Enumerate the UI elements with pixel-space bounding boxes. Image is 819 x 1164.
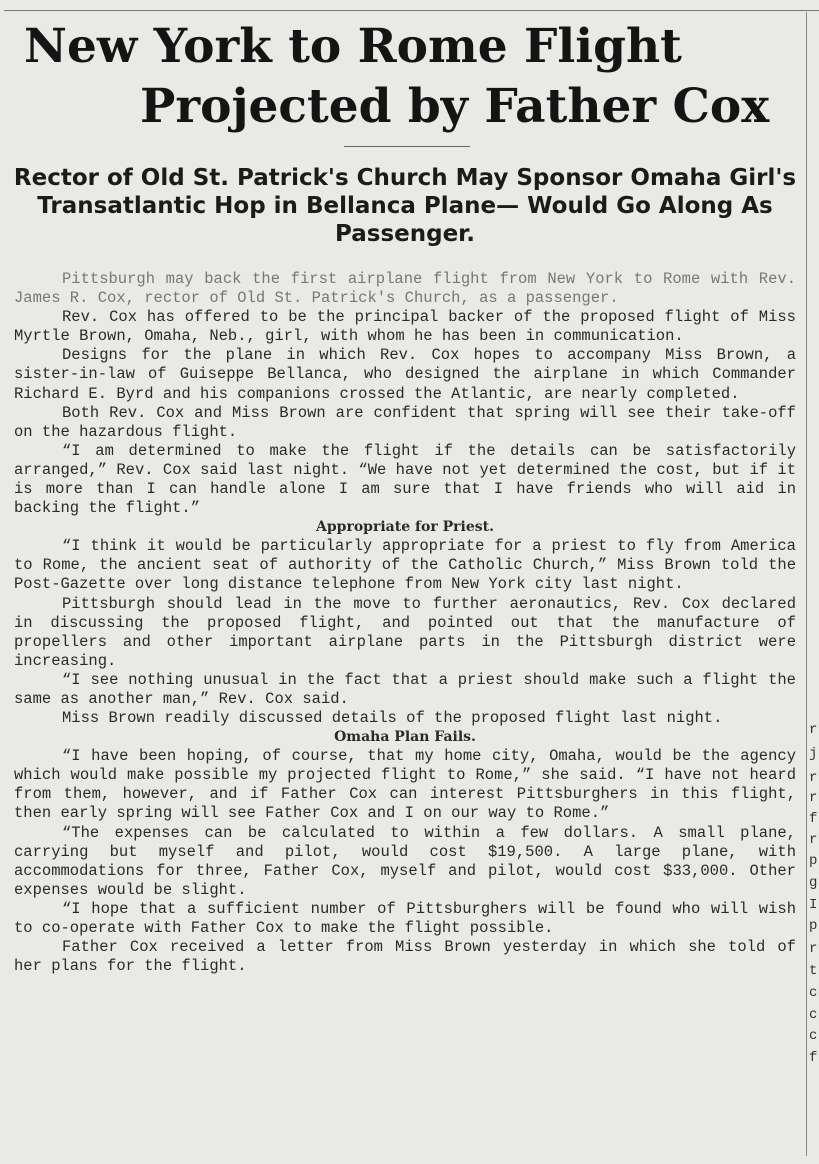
section-subhead: Omaha Plan Fails.: [334, 729, 476, 746]
headline-line-2: Projected by Father Cox: [140, 79, 770, 134]
adjacent-column-fragment: c: [809, 985, 818, 1001]
headline-divider: [344, 146, 470, 147]
adjacent-column-fragment: r: [809, 770, 818, 786]
adjacent-column-fragment: f: [809, 811, 818, 827]
paragraph: “I see nothing unusual in the fact that a priest should make such a flight the same as another man,” Rev. Cox said.: [14, 670, 796, 708]
adjacent-column-fragment: I: [809, 897, 818, 913]
adjacent-column-fragment: j: [809, 746, 818, 762]
adjacent-column-fragment: f: [809, 1050, 818, 1066]
adjacent-column-fragment: c: [809, 1007, 818, 1023]
headline-line-1: New York to Rome Flight: [24, 19, 682, 74]
paragraph: Miss Brown readily discussed details of the proposed flight last night.: [62, 709, 723, 728]
paragraph: Pittsburgh may back the first airplane flight from New York to Rome with Rev. James R. Cox, rector of Old St. Patrick's Church, as a passenger.: [14, 270, 796, 308]
column-rule: [806, 12, 807, 1156]
paragraph: “I am determined to make the flight if the details can be satisfactorily arranged,” Rev. Cox said last night. “We have not yet determined the cost, but if it is more than I can handle alone I am sure that I have friends who will aid in backing the flight.”: [14, 441, 796, 518]
adjacent-column-fragment: r: [809, 790, 818, 806]
paragraph: “The expenses can be calculated to within a few dollars. A small plane, carrying but myself and pilot, would cost $19,500. A large plane, with accommodations for three, Father Cox, myself and pilot, would cost $33,000. Other expenses would be slight.: [14, 823, 796, 899]
paragraph: Pittsburgh should lead in the move to further aeronautics, Rev. Cox declared in discussing the proposed flight, and pointed out that the manufacture of propellers and other important airplane parts in the Pittsburgh district were increasing.: [14, 594, 796, 670]
paragraph: Rev. Cox has offered to be the principal backer of the proposed flight of Miss Myrtle Brown, Omaha, Neb., girl, with whom he has been in communication.: [14, 308, 796, 346]
adjacent-column-fragment: t: [809, 963, 818, 979]
paragraph: Father Cox received a letter from Miss Brown yesterday in which she told of her plans for the flight.: [14, 938, 796, 976]
paragraph: Both Rev. Cox and Miss Brown are confident that spring will see their take-off on the hazardous flight.: [14, 403, 796, 441]
subheadline-deck: Rector of Old St. Patrick's Church May Sponsor Omaha Girl's Transatlantic Hop in Bellanca Plane— Would Go Along As Passenger.: [13, 165, 797, 247]
paragraph: “I have been hoping, of course, that my home city, Omaha, would be the agency which would make possible my projected flight to Rome,” she said. “I have not heard from them, however, and if Father Cox can interest Pittsburghers in this flight, then early spring will see Father Cox and I on our way to Rome.”: [14, 747, 796, 823]
paragraph: “I hope that a sufficient number of Pittsburghers will be found who will wish to co-operate with Father Cox to make the flight possible.: [14, 899, 796, 937]
adjacent-column-fragment: p: [809, 918, 818, 934]
paragraph: Designs for the plane in which Rev. Cox hopes to accompany Miss Brown, a sister-in-law of Guiseppe Bellanca, who designed the airplane in which Commander Richard E. Byrd and his companions crossed the Atlantic, are nearly completed.: [14, 346, 796, 403]
adjacent-column-fragment: r: [809, 722, 818, 738]
adjacent-column-fragment: c: [809, 1028, 818, 1044]
article-body: [14, 270, 796, 976]
adjacent-column-fragment: r: [809, 941, 818, 957]
paragraph: “I think it would be particularly appropriate for a priest to fly from America to Rome, the ancient seat of authority of the Catholic Church,” Miss Brown told the Post-Gazette over long distance telephone from New York city last night.: [14, 537, 796, 594]
section-subhead: Appropriate for Priest.: [316, 519, 494, 536]
adjacent-column-fragment: p: [809, 853, 818, 869]
adjacent-column-fragment: r: [809, 832, 818, 848]
top-rule: [4, 10, 819, 11]
adjacent-column-fragment: g: [809, 875, 818, 891]
